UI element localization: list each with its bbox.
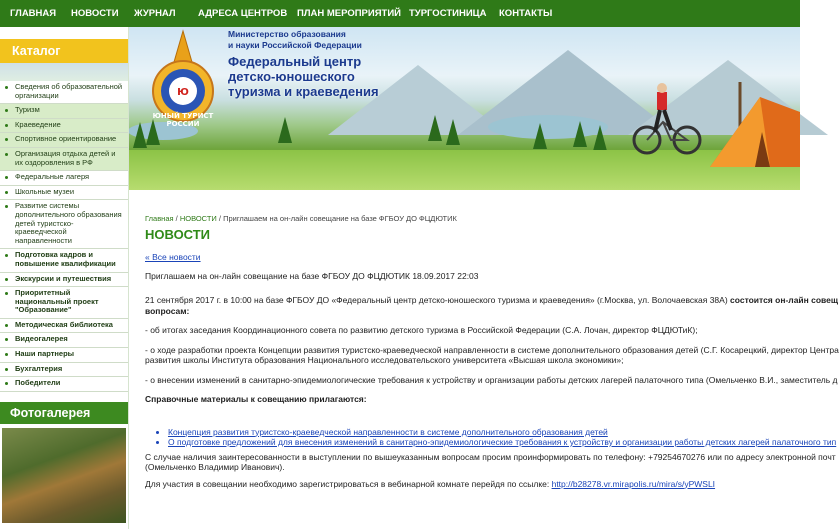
registration-text: Для участия в совещании необходимо зарегистрироваться в вебинарной комнате перейдя по ссылке: bbox=[145, 478, 552, 489]
breadcrumb-separator: / bbox=[216, 214, 224, 223]
news-intro-text: 21 сентября 2017 г. в 10:00 на базе ФГБОУ ДО «Федеральный центр детско-юношеского туризма и краеведения» (г.Москва, ул. Волочаевская 38А) bbox=[145, 295, 731, 305]
tree bbox=[533, 123, 547, 149]
material-link-sanitary[interactable]: • О подготовке предложений для внесения изменений в санитарно-эпидемиологические требования к устройству и организации работы детских лагерей палаточного тип bbox=[168, 437, 800, 448]
sidebar-item-orienteering[interactable]: Спортивное ориентирование bbox=[0, 133, 128, 148]
ministry-line-1: Министерство образования bbox=[228, 29, 346, 39]
breadcrumb-current: Приглашаем на он-лайн совещание на базе ФГБОУ ДО ФЦДЮТИК bbox=[223, 214, 457, 223]
center-line-1: Федеральный центр bbox=[228, 54, 362, 69]
breadcrumb-news[interactable]: НОВОСТИ bbox=[179, 214, 217, 223]
news-intro-bold: состоится он-лайн совещ bbox=[730, 295, 839, 305]
ministry-title bbox=[228, 29, 362, 51]
center-title bbox=[228, 54, 379, 99]
materials-heading: Справочные материалы к совещанию прилагаются: bbox=[145, 394, 367, 404]
logo-text-bottom: РОССИИ bbox=[166, 120, 200, 128]
news-title: Приглашаем на он-лайн совещание на базе ФГБОУ ДО ФЦДЮТИК 18.09.2017 22:03 bbox=[145, 270, 479, 281]
sidebar-item-development[interactable]: Развитие системы дополнительного образования детей туристско-краеведческой направленности bbox=[0, 200, 128, 249]
sidebar-item-training[interactable]: Подготовка кадров и повышение квалификации bbox=[0, 249, 128, 272]
sidebar-item-national-project[interactable]: Приоритетный национальный проект "Образование" bbox=[0, 287, 128, 319]
sidebar-item-accounting[interactable]: Бухгалтерия bbox=[0, 363, 128, 378]
sidebar-item-partners[interactable]: Наши партнеры bbox=[0, 348, 128, 363]
breadcrumb-separator: / bbox=[173, 214, 180, 223]
catalog-heading: Каталог bbox=[0, 39, 128, 63]
breadcrumb bbox=[145, 214, 800, 225]
agenda-item-1: - об итогах заседания Координационного совета по развитию детского туризма в Российской Федерации (С.А. Лочан, директор ФЦДЮТиК); bbox=[145, 325, 698, 335]
tree bbox=[428, 115, 442, 141]
nav-news[interactable]: НОВОСТИ bbox=[71, 8, 119, 19]
agenda-item-2-line-2: развития школы Института образования Национального исследовательского университета «Высшая школа экономики»; bbox=[145, 355, 624, 365]
sidebar-item-winners[interactable]: Победители bbox=[0, 377, 128, 392]
logo-text-top: ЮНЫЙ ТУРИСТ bbox=[152, 112, 214, 120]
sidebar-item-federal-camps[interactable]: Федеральные лагеря bbox=[0, 171, 128, 186]
news-intro-line-2: вопросам: bbox=[145, 305, 190, 316]
all-news-link[interactable]: « Все новости bbox=[145, 252, 201, 262]
top-navigation bbox=[0, 0, 800, 27]
registration-link[interactable]: http://b28278.vr.mirapolis.ru/mira/s/yPWSLI bbox=[551, 478, 716, 489]
breadcrumb-home[interactable]: Главная bbox=[145, 214, 174, 223]
news-intro bbox=[145, 295, 839, 306]
nav-events-plan[interactable]: ПЛАН МЕРОПРИЯТИЙ bbox=[297, 8, 401, 19]
registration-line bbox=[145, 479, 800, 490]
tent-illustration bbox=[700, 72, 800, 172]
gallery-heading: Фотогалерея bbox=[0, 402, 128, 424]
svg-text:Ю: Ю bbox=[177, 87, 189, 98]
nav-hotel[interactable]: ТУРГОСТИНИЦА bbox=[409, 8, 487, 19]
header-banner bbox=[128, 27, 800, 190]
cyclist-illustration bbox=[633, 82, 703, 157]
catalog-menu bbox=[0, 81, 128, 392]
center-line-2: детско-юношеского bbox=[228, 69, 355, 84]
young-tourist-logo[interactable] bbox=[142, 31, 224, 129]
tree bbox=[593, 125, 607, 151]
sidebar-item-tourism[interactable]: Туризм bbox=[0, 104, 128, 119]
tree bbox=[278, 117, 292, 143]
sidebar-item-recreation[interactable]: Организация отдыха детей и их оздоровления в РФ bbox=[0, 148, 128, 171]
nav-centers[interactable]: АДРЕСА ЦЕНТРОВ bbox=[198, 8, 288, 19]
lake bbox=[488, 115, 608, 139]
nav-home[interactable]: ГЛАВНАЯ bbox=[10, 8, 57, 19]
material-link-concept[interactable]: • Концепция развития туристско-краеведческой направленности в системе дополнительного образования детей bbox=[168, 427, 800, 438]
center-line-3: туризма и краеведения bbox=[228, 84, 379, 99]
sidebar-item-library[interactable]: Методическая библиотека bbox=[0, 319, 128, 334]
sidebar-item-about[interactable]: Сведения об образовательной организации bbox=[0, 81, 128, 104]
materials-list bbox=[145, 426, 837, 448]
contact-line-2: (Омельченко Владимир Иванович). bbox=[145, 462, 285, 472]
main-content bbox=[145, 214, 839, 489]
catalog-decor bbox=[0, 63, 128, 81]
agenda-item-2-line-1: - о ходе разработки проекта Концепции развития туристско-краеведческой направленности в системе дополнительного образования детей (С.Г. Косарецкий, директор Центра bbox=[145, 344, 839, 355]
contact-line-1: С случае наличия заинтересованности в выступлении по вышеуказанным вопросам просим проинформировать по телефону: +79254670276 или по адресу электронной почт bbox=[145, 451, 836, 462]
nav-contacts[interactable]: КОНТАКТЫ bbox=[499, 8, 553, 19]
tree bbox=[573, 121, 587, 147]
nav-journal[interactable]: ЖУРНАЛ bbox=[134, 8, 176, 19]
sidebar-item-school-museums[interactable]: Школьные музеи bbox=[0, 186, 128, 201]
sidebar-item-local-history[interactable]: Краеведение bbox=[0, 119, 128, 134]
agenda-item-3: - о внесении изменений в санитарно-эпидемиологические требования к устройству и организации работы детских лагерей палаточного типа (Омельченко В.И., заместитель д bbox=[145, 374, 838, 385]
gallery-photo[interactable] bbox=[2, 428, 126, 523]
ministry-line-2: и науки Российской Федерации bbox=[228, 40, 362, 50]
tree bbox=[446, 119, 460, 145]
page-title: НОВОСТИ bbox=[145, 226, 211, 242]
sidebar-item-video[interactable]: Видеогалерея bbox=[0, 333, 128, 348]
sidebar-item-excursions[interactable]: Экскурсии и путешествия bbox=[0, 273, 128, 288]
